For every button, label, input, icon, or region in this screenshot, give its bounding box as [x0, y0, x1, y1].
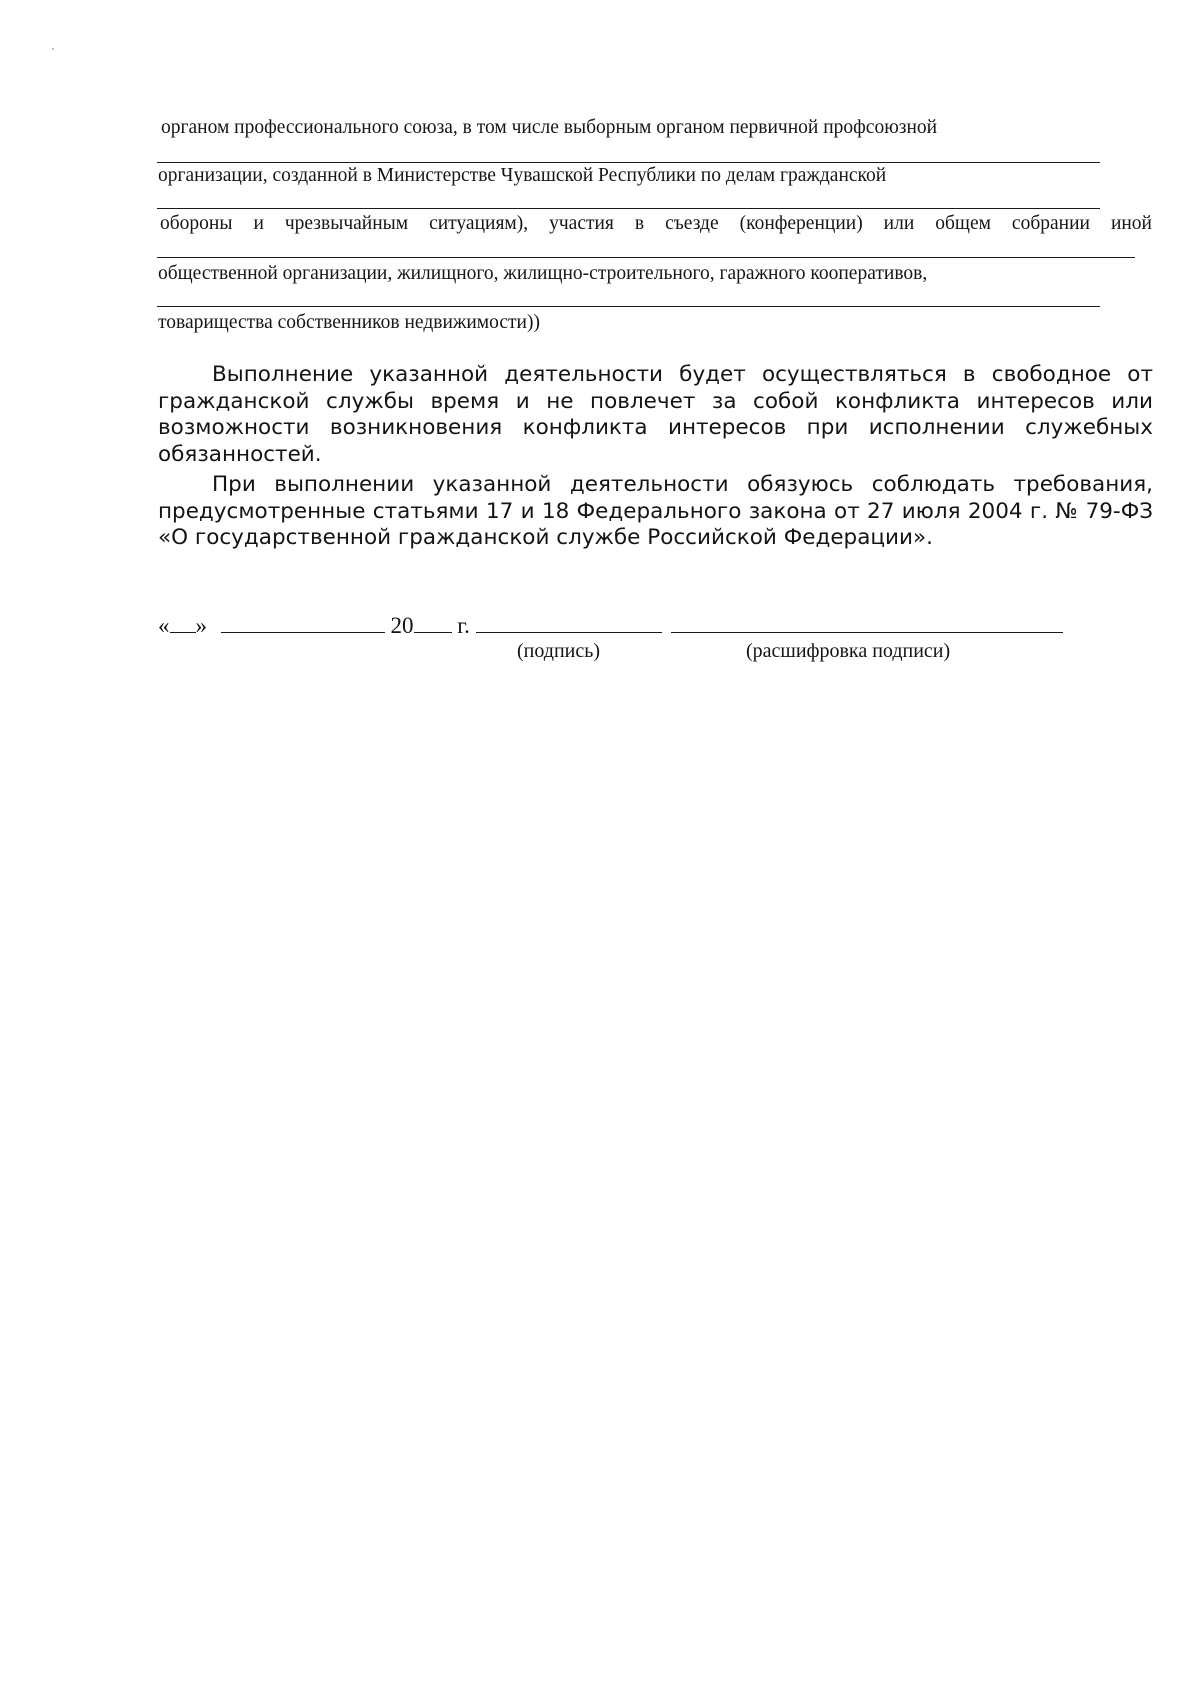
signature-date-row	[158, 612, 1063, 640]
close-quote: »	[195, 613, 207, 638]
day-blank	[170, 612, 196, 633]
underline-rule-4	[157, 306, 1100, 307]
open-quote: «	[158, 613, 170, 638]
scan-speck	[52, 48, 54, 50]
signature-caption: (подпись)	[517, 640, 601, 662]
underline-rule-3	[157, 257, 1135, 258]
signature-decode-blank	[671, 612, 1063, 633]
underlined-line-3: обороны и чрезвычайным ситуациям), участия в съезде (конференции) или общем собрании иной	[160, 213, 1152, 234]
paragraph-requirements	[158, 472, 1153, 552]
underline-rule-2	[157, 208, 1100, 209]
underline-rule-1	[157, 162, 1100, 163]
signature-decode-caption: (расшифровка подписи)	[746, 640, 951, 662]
month-blank	[221, 612, 385, 633]
underlined-line-4: общественной организации, жилищного, жилищно-строительного, гаражного кооперативов,	[158, 263, 928, 284]
underlined-line-5: товарищества собственников недвижимости))	[158, 312, 540, 333]
signature-blank	[476, 612, 662, 633]
paragraph-1-text: Выполнение указанной деятельности будет осуществляться в свободное от гражданской службы время и не повлечет за собой конфликта интересов или возможности возникновения конфликта интересов при исполнении служебных обязанностей.	[158, 362, 1153, 467]
year-blank	[414, 612, 452, 633]
underlined-line-2: организации, созданной в Министерстве Чувашской Республики по делам гражданской	[158, 165, 887, 186]
underlined-line-1: органом профессионального союза, в том числе выборным органом первичной профсоюзной	[161, 117, 938, 138]
paragraph-2-text: При выполнении указанной деятельности обязуюсь соблюдать требования, предусмотренные статьями 17 и 18 Федерального закона от 27 июля 2004 г. № 79-ФЗ «О государственной гражданской службе Российской Федерации».	[158, 472, 1153, 550]
paragraph-conflict-of-interest	[158, 362, 1153, 468]
year-prefix: 20	[390, 613, 414, 638]
year-suffix: г.	[457, 613, 470, 638]
